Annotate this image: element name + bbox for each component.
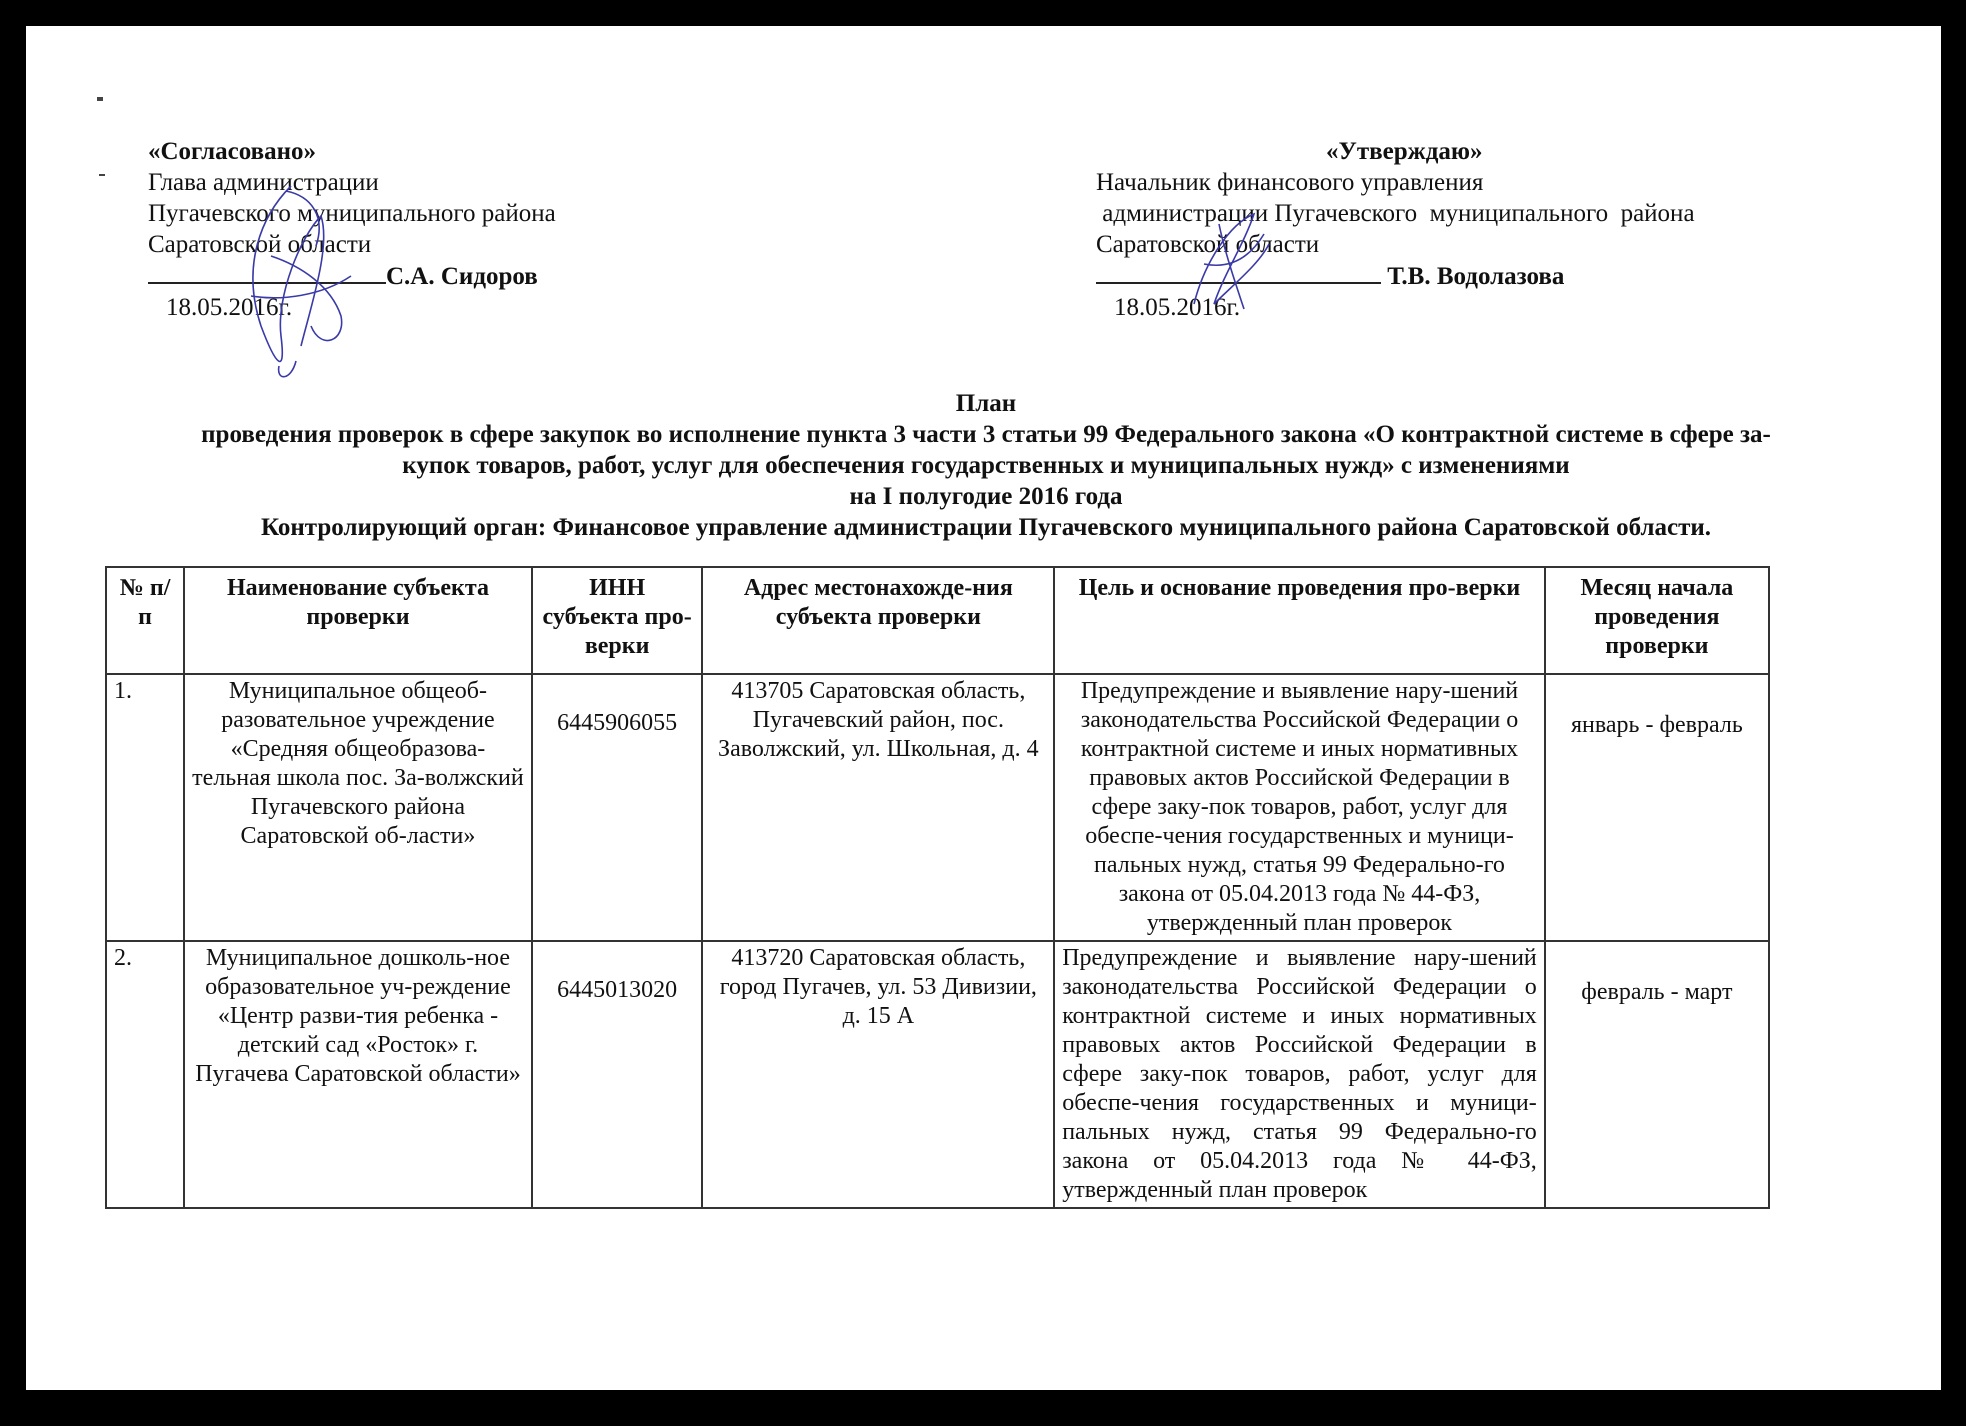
approved-signer: Т.В. Водолазова xyxy=(1387,263,1565,290)
row-address: 413705 Саратовская область, Пугачевский район, пос. Заволжский, ул. Школьная, д. 4 xyxy=(702,674,1054,941)
title-line: проведения проверок в сфере закупок во исполнение пункта 3 части 3 статьи 99 Федерального закона «О контрактной системе в сфере за- xyxy=(201,421,1771,448)
row-subject: Муниципальное общеоб-разовательное учреждение «Средняя общеобразова-тельная школа пос. За-волжский Пугачевского района Саратовской об-ласти» xyxy=(184,674,532,941)
row-month: февраль - март xyxy=(1545,941,1769,1208)
header-inn: ИНН субъекта про-верки xyxy=(532,567,703,674)
agreed-line: Пугачевского муниципального района xyxy=(148,200,556,227)
scanned-page xyxy=(26,26,1941,1390)
agreed-date: 18.05.2016г. xyxy=(166,294,293,321)
scan-speck xyxy=(99,174,105,176)
agreed-block xyxy=(148,136,708,323)
approved-block xyxy=(1096,136,1796,323)
row-purpose: Предупреждение и выявление нару-шений законодательства Российской Федерации о контрактной системе и иных нормативных правовых актов Российской Федерации в сфере заку-пок товаров, работ, услуг для обеспе-чения государственных и муници-пальных нужд, статья 99 Федерально-го закона от 05.04.2013 года № 44-ФЗ, утвержденный план проверок xyxy=(1054,674,1545,941)
table-row xyxy=(106,941,1769,1208)
table-row xyxy=(106,674,1769,941)
approved-signature-line xyxy=(1096,260,1796,292)
row-inn: 6445013020 xyxy=(532,941,703,1208)
approved-line: Начальник финансового управления xyxy=(1096,169,1484,196)
agreed-line: Саратовской области xyxy=(148,231,372,258)
header-purpose: Цель и основание проведения про-верки xyxy=(1054,567,1545,674)
agreed-heading: «Согласовано» xyxy=(148,138,317,165)
header-number: № п/п xyxy=(106,567,184,674)
row-number: 1. xyxy=(106,674,184,941)
inspection-plan-table xyxy=(105,566,1770,1209)
scan-speck xyxy=(97,97,103,101)
title-period: на I полугодие 2016 года xyxy=(849,483,1123,510)
header-month: Месяц начала проведения проверки xyxy=(1545,567,1769,674)
approved-line: администрации Пугачевского муниципального района xyxy=(1096,200,1695,227)
approved-heading: «Утверждаю» xyxy=(1326,138,1483,165)
table-header-row xyxy=(106,567,1769,674)
row-purpose: Предупреждение и выявление нару-шений законодательства Российской Федерации о контрактной системе и иных нормативных правовых актов Российской Федерации в сфере заку-пок товаров, работ, услуг для обеспе-чения государственных и муници-пальных нужд, статья 99 Федерально-го закона от 05.04.2013 года № 44-ФЗ, утвержденный план проверок xyxy=(1054,941,1545,1208)
row-inn: 6445906055 xyxy=(532,674,703,941)
agreed-line: Глава администрации xyxy=(148,169,379,196)
title-authority: Контролирующий орган: Финансовое управление администрации Пугачевского муниципального района Саратовской области. xyxy=(261,514,1711,541)
row-subject: Муниципальное дошколь-ное образовательное уч-реждение «Центр разви-тия ребенка - детский сад «Росток» г. Пугачева Саратовской области» xyxy=(184,941,532,1208)
agreed-signer: С.А. Сидоров xyxy=(386,263,538,290)
header-address: Адрес местонахожде-ния субъекта проверки xyxy=(702,567,1054,674)
header-subject: Наименование субъекта проверки xyxy=(184,567,532,674)
title-line: купок товаров, работ, услуг для обеспечения государственных и муниципальных нужд» с изменениями xyxy=(402,452,1570,479)
approved-date: 18.05.2016г. xyxy=(1114,294,1241,321)
row-month: январь - февраль xyxy=(1545,674,1769,941)
approved-line: Саратовской области xyxy=(1096,231,1320,258)
row-address: 413720 Саратовская область, город Пугачев, ул. 53 Дивизии, д. 15 А xyxy=(702,941,1054,1208)
row-number: 2. xyxy=(106,941,184,1208)
document-title xyxy=(116,388,1856,543)
title-plan: План xyxy=(955,390,1017,417)
agreed-signature-line xyxy=(148,260,708,292)
